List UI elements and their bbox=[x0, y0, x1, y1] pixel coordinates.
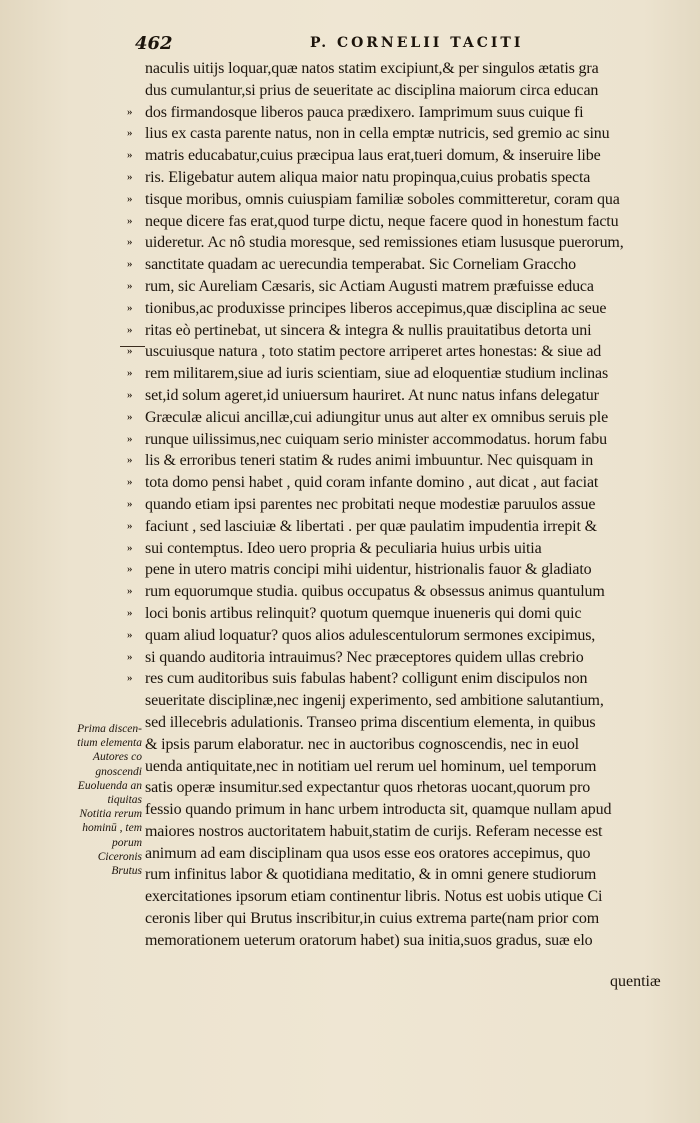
quotation-mark: » bbox=[127, 476, 133, 489]
text-line bbox=[127, 603, 672, 625]
text-line-content: satis operæ insumitur.sed expectantur quos rhetoras uocant,quorum pro bbox=[145, 779, 591, 797]
quotation-mark: » bbox=[127, 170, 133, 183]
text-line-content: dos firmandosque liberos pauca prædixero. Iamprimum suus cuique fi bbox=[145, 103, 584, 121]
text-line-content: sanctitate quadam ac uerecundia temperabat. Sic Corneliam Graccho bbox=[145, 256, 576, 274]
quotation-mark: » bbox=[127, 127, 133, 140]
marginal-note: gnoscendi bbox=[95, 765, 142, 778]
text-line bbox=[145, 864, 672, 886]
quotation-mark: » bbox=[127, 192, 133, 205]
text-line bbox=[127, 494, 672, 516]
quotation-mark: » bbox=[127, 432, 133, 445]
text-line bbox=[127, 320, 672, 342]
text-line-content: si quando auditoria intrauimus? Nec præceptores quidem ullas crebrio bbox=[145, 648, 584, 666]
marginal-note: tium elementa bbox=[77, 737, 142, 750]
text-line bbox=[127, 167, 672, 189]
text-line bbox=[145, 799, 672, 821]
quotation-mark: » bbox=[127, 541, 133, 554]
text-line-content: uscuiusque natura , toto statim pectore arriperet artes honestas: & siue ad bbox=[145, 343, 602, 361]
text-line bbox=[127, 385, 672, 407]
marginal-note: porum bbox=[111, 836, 142, 849]
text-line bbox=[145, 58, 672, 80]
text-line bbox=[145, 80, 672, 102]
text-line-content: quam aliud loquatur? quos alios adulescentulorum sermones excipimus, bbox=[145, 626, 596, 644]
text-line-content: set,id solum ageret,id uniuersum hauriret. At nunc natus infans delegatur bbox=[145, 386, 599, 404]
text-line bbox=[127, 429, 672, 451]
marginal-note: Autores co bbox=[92, 751, 142, 764]
marginal-note: Euoluenda an bbox=[77, 779, 142, 792]
quotation-mark: » bbox=[127, 410, 133, 423]
quotation-mark: » bbox=[127, 214, 133, 227]
text-line bbox=[145, 821, 672, 843]
quotation-mark: » bbox=[127, 497, 133, 510]
quotation-mark: » bbox=[127, 279, 133, 292]
text-line-content: & ipsis parum elaboratur. nec in auctoribus cognoscendis, nec in euol bbox=[145, 735, 579, 753]
text-line-content: res cum auditoribus suis fabulas habent? colligunt enim discipulos non bbox=[145, 670, 588, 688]
text-line-content: runque uilissimus,nec cuiquam serio minister accommodatus. horum fabu bbox=[145, 430, 607, 448]
text-line-content: ris. Eligebatur autem aliqua maior natu propinqua,cuius probatis specta bbox=[145, 168, 591, 186]
text-line-content: tionibus,ac produxisse principes liberos accepimus,quæ disciplina ac seue bbox=[145, 299, 607, 317]
text-line bbox=[127, 232, 672, 254]
text-line bbox=[127, 341, 672, 363]
quotation-mark: » bbox=[127, 258, 133, 271]
text-line bbox=[127, 668, 672, 690]
catchword: quentiæ bbox=[610, 973, 661, 990]
text-line-content: sed illecebris adulationis. Transeo prima discentium elementa, in quibus bbox=[145, 713, 596, 731]
text-line bbox=[127, 538, 672, 560]
text-line bbox=[127, 407, 672, 429]
text-line-content: quando etiam ipsi parentes nec probitati neque modestiæ paruulos assue bbox=[145, 495, 596, 513]
quotation-mark: » bbox=[127, 345, 133, 358]
quotation-mark: » bbox=[127, 563, 133, 576]
text-line-content: rum equorumque studia. quibus occupatus & obsessus animus quantulum bbox=[145, 583, 605, 601]
text-line bbox=[145, 886, 672, 908]
text-line-content: fessio quando primum in hanc urbem introducta sit, quamque nullam apud bbox=[145, 801, 612, 819]
quotation-mark: » bbox=[127, 606, 133, 619]
text-line bbox=[127, 363, 672, 385]
text-line bbox=[127, 472, 672, 494]
marginal-note: hominū , tem bbox=[82, 822, 142, 835]
text-line bbox=[127, 581, 672, 603]
text-line bbox=[127, 211, 672, 233]
text-line-content: uenda antiquitate,nec in notitiam uel rerum uel hominum, uel temporum bbox=[145, 757, 597, 775]
text-line bbox=[127, 298, 672, 320]
text-line bbox=[127, 647, 672, 669]
text-line-content: naculis uitijs loquar,quæ natos statim excipiunt,& per singulos ætatis gra bbox=[145, 60, 599, 77]
marginal-note: Ciceronis bbox=[97, 850, 142, 863]
text-line-content: lis & erroribus teneri statim & rudes animi imbuuntur. Nec quisquam in bbox=[145, 452, 594, 470]
quotation-mark: » bbox=[127, 519, 133, 532]
text-line-content: faciunt , sed lasciuiæ & libertati . per quæ paulatim impudentia irrepit & bbox=[145, 517, 597, 535]
marginal-note: Brutus bbox=[111, 865, 142, 878]
text-line-content: seueritate disciplinæ,nec ingenij experimento, sed ambitione salutantium, bbox=[145, 692, 604, 710]
text-line-content: rum, sic Aureliam Cæsaris, sic Actiam Augusti matrem præfuisse educa bbox=[145, 277, 594, 295]
quotation-mark: » bbox=[127, 388, 133, 401]
quotation-mark: » bbox=[127, 301, 133, 314]
page-number: 462 bbox=[135, 33, 173, 54]
main-text-block bbox=[127, 58, 672, 952]
text-line bbox=[145, 734, 672, 756]
text-line bbox=[127, 102, 672, 124]
text-line bbox=[145, 756, 672, 778]
text-line bbox=[145, 930, 672, 952]
quotation-mark: » bbox=[127, 105, 133, 118]
marginal-note: Prima discen- bbox=[77, 723, 142, 735]
text-line-content: sui contemptus. Ideo uero propria & peculiaria huius urbis uitia bbox=[145, 539, 542, 557]
text-line bbox=[145, 908, 672, 930]
text-line-content: memorationem ueterum oratorum habet) sua initia,suos gradus, suæ elo bbox=[145, 931, 593, 949]
text-line bbox=[127, 123, 672, 145]
text-line-content: rem militarem,siue ad iuris scientiam, siue ad eloquentiæ studium inclinas bbox=[145, 365, 609, 383]
text-line-content: matris educabatur,cuius præcipua laus erat,tueri domum, & inseruire libe bbox=[145, 147, 601, 165]
marginal-notes bbox=[58, 722, 142, 878]
text-line-content: tisque moribus, omnis cuiuspiam familiæ soboles committeretur, coram qua bbox=[145, 190, 620, 208]
quotation-mark: » bbox=[127, 454, 133, 467]
text-line bbox=[127, 516, 672, 538]
text-line-content: uideretur. Ac nô studia moresque, sed remissiones etiam lususque puerorum, bbox=[145, 234, 624, 252]
quotation-mark: » bbox=[127, 585, 133, 598]
text-line-content: maiores nostros auctoritatem habuit,statim de curijs. Referam necesse est bbox=[145, 822, 603, 840]
marginal-note: Notitia rerum bbox=[79, 808, 142, 821]
text-line bbox=[145, 690, 672, 712]
text-line bbox=[145, 777, 672, 799]
text-line-content: tota domo pensi habet , quid coram infante domino , aut dicat , aut faciat bbox=[145, 474, 599, 492]
text-line-content: animum ad eam disciplinam qua usos esse eos oratores accepimus, quo bbox=[145, 844, 591, 862]
text-line-content: exercitationes ipsorum etiam continentur libris. Notus est uobis utique Ci bbox=[145, 888, 603, 906]
text-line-content: neque dicere fas erat,quod turpe dictu, neque facere quod in honestum factu bbox=[145, 212, 619, 230]
marginal-note: tiquitas bbox=[107, 794, 142, 807]
text-line bbox=[127, 559, 672, 581]
text-line bbox=[127, 145, 672, 167]
text-line-content: pene in utero matris concipi mihi uidentur, histrionalis fauor & gladiato bbox=[145, 561, 592, 579]
text-line-content: ceronis liber qui Brutus inscribitur,in cuius extrema parte(nam prior com bbox=[145, 910, 600, 928]
text-line bbox=[145, 843, 672, 865]
text-line-content: loci bonis artibus relinquit? quotum quemque inueneris qui domi quic bbox=[145, 604, 582, 622]
quotation-mark: » bbox=[127, 650, 133, 663]
text-line bbox=[127, 276, 672, 298]
text-line bbox=[127, 450, 672, 472]
quotation-mark: » bbox=[127, 236, 133, 249]
text-line-content: dus cumulantur,si prius de seueritate ac disciplina maiorum circa educan bbox=[145, 81, 599, 99]
text-line bbox=[127, 189, 672, 211]
text-line-content: rum infinitus labor & quotidiana meditatio, & in omni genere studiorum bbox=[145, 866, 597, 884]
running-head: P. CORNELII TACITI bbox=[310, 35, 524, 51]
text-line bbox=[127, 625, 672, 647]
text-line bbox=[127, 254, 672, 276]
text-line-content: lius ex casta parente natus, non in cella emptæ nutricis, sed gremio ac sinu bbox=[145, 125, 610, 143]
quotation-mark: » bbox=[127, 672, 133, 685]
quotation-mark: » bbox=[127, 628, 133, 641]
text-line-content: ritas eò pertinebat, ut sincera & integra & nullis prauitatibus detorta uni bbox=[145, 321, 592, 339]
quotation-mark: » bbox=[127, 367, 133, 380]
text-line bbox=[145, 712, 672, 734]
quotation-mark: » bbox=[127, 149, 133, 162]
quotation-mark: » bbox=[127, 323, 133, 336]
text-line-content: Græculæ alicui ancillæ,cui adiungitur unus aut alter ex omnibus seruis ple bbox=[145, 408, 609, 426]
